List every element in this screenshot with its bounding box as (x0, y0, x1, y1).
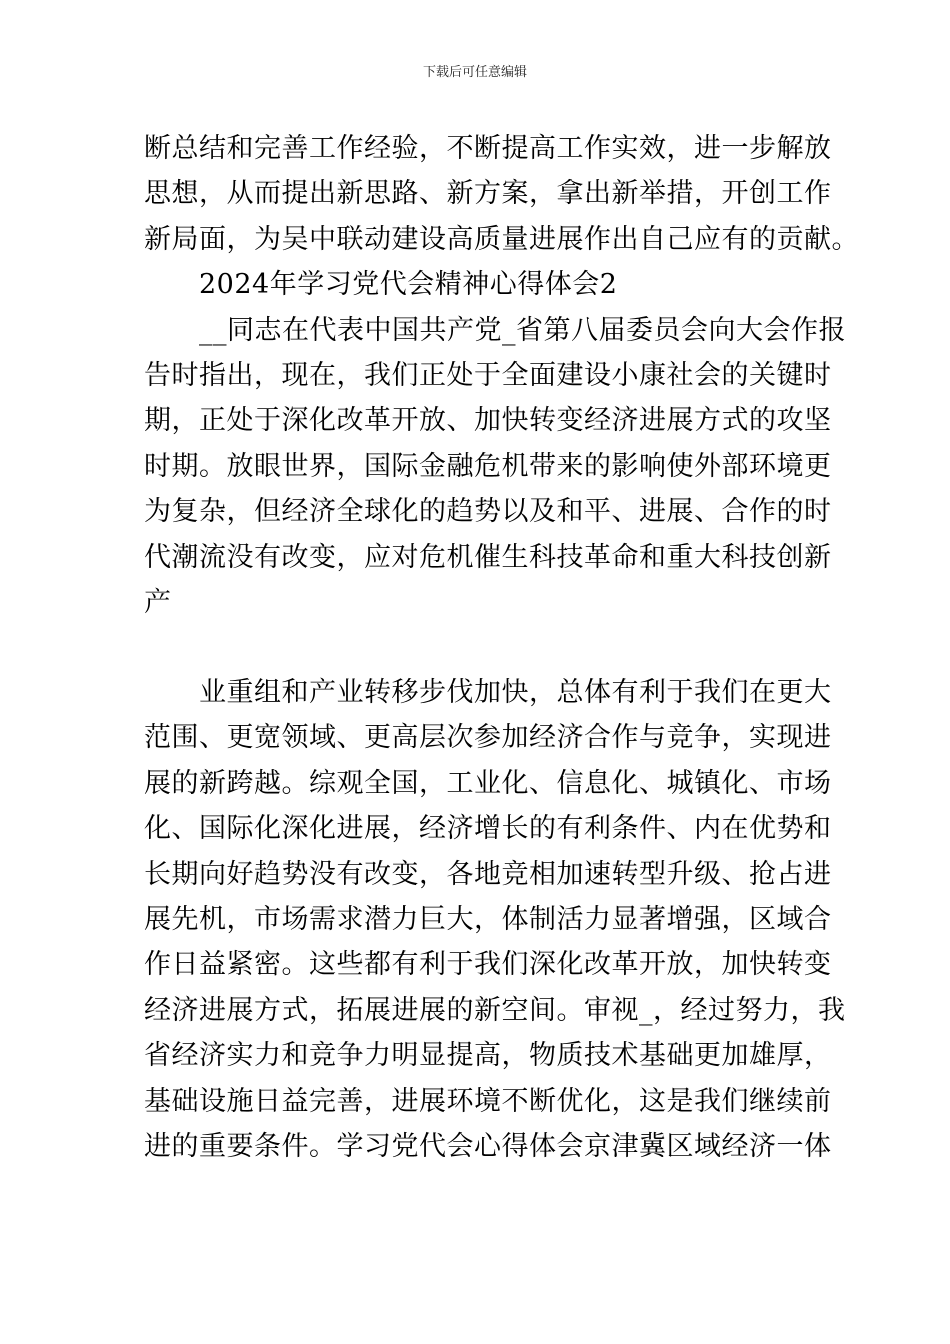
text-line: 期，正处于深化改革开放、加快转变经济进展方式的攻坚 (144, 405, 832, 437)
text-line: 代潮流没有改变，应对危机催生科技革命和重大科技创新 (144, 541, 832, 573)
text-line: 省经济实力和竞争力明显提高，物质技术基础更加雄厚， (144, 1040, 832, 1072)
text-line: 断总结和完善工作经验，不断提高工作实效，进一步解放 (144, 133, 832, 164)
section-title: 2024年学习党代会精神心得体会2 (144, 269, 618, 301)
text-line: 业重组和产业转移步伐加快，总体有利于我们在更大 (144, 677, 832, 708)
text-line: 化、国际化深化进展，经济增长的有利条件、内在优势和 (144, 813, 832, 845)
text-line: 为复杂，但经济全球化的趋势以及和平、进展、合作的时 (144, 496, 832, 528)
text-line: 范围、更宽领域、更高层次参加经济合作与竞争，实现进 (144, 722, 832, 754)
text-line: __同志在代表中国共产党_省第八届委员会向大会作报 (144, 314, 846, 346)
text-line: 作日益紧密。这些都有利于我们深化改革开放，加快转变 (144, 949, 832, 981)
text-line: 思想，从而提出新思路、新方案，拿出新举措，开创工作 (144, 178, 832, 210)
text-line: 展先机，市场需求潜力巨大，体制活力显著增强，区域合 (144, 904, 832, 936)
text-line: 进的重要条件。学习党代会心得体会京津冀区域经济一体 (144, 1131, 832, 1163)
text-line: 展的新跨越。综观全国，工业化、信息化、城镇化、市场 (144, 767, 832, 799)
page-header: 下载后可任意编辑 (422, 65, 527, 80)
text-block-2 (144, 670, 846, 1169)
text-line: 时期。放眼世界，国际金融危机带来的影响使外部环境更 (144, 450, 832, 482)
text-line: 产 (144, 587, 172, 619)
text-line: 长期向好趋势没有改变，各地竞相加速转型升级、抢占进 (144, 858, 832, 890)
text-line: 告时指出，现在，我们正处于全面建设小康社会的关键时 (144, 360, 832, 392)
text-line: 经济进展方式，拓展进展的新空间。审视_，经过努力，我 (144, 994, 846, 1026)
text-block-1 (144, 126, 859, 625)
text-line: 基础设施日益完善，进展环境不断优化，这是我们继续前 (144, 1085, 832, 1117)
text-line: 新局面，为吴中联动建设高质量进展作出自己应有的贡献。 (144, 223, 859, 255)
